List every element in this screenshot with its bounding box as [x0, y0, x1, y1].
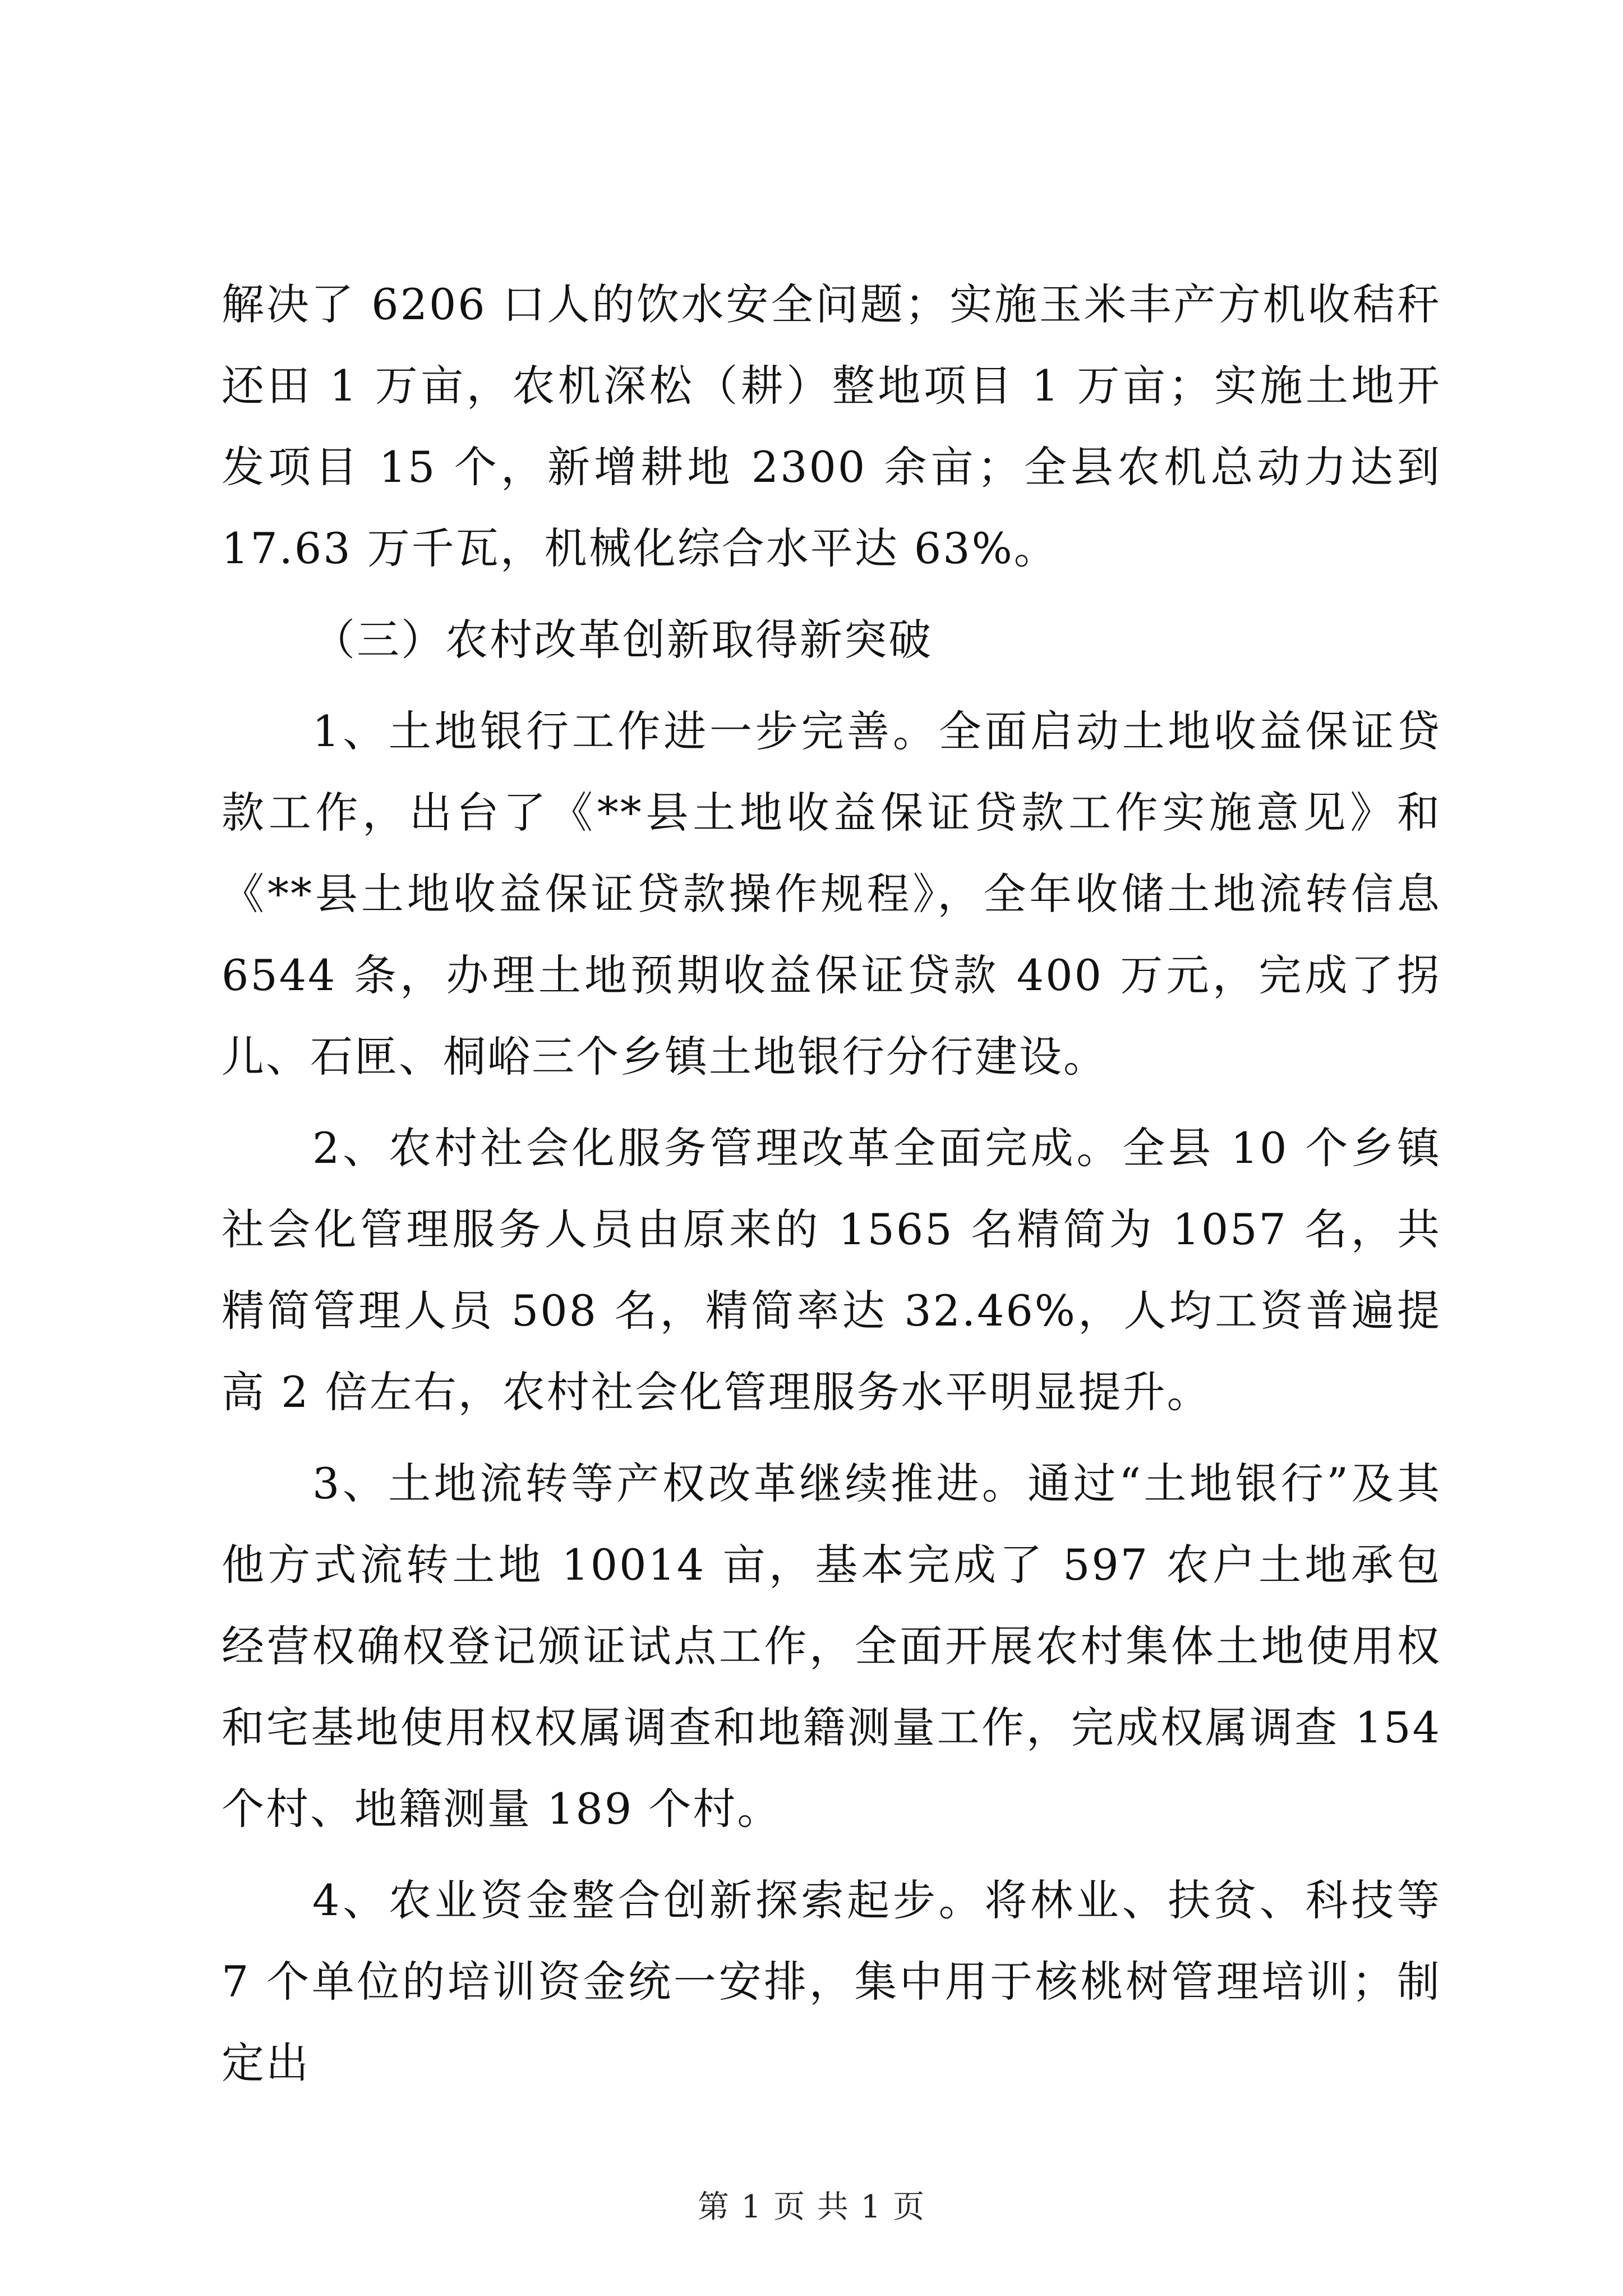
- document-body: [222, 264, 1441, 2114]
- paragraph-item-1: 1、土地银行工作进一步完善。全面启动土地收益保证贷款工作，出台了《**县土地收益保证贷款工作实施意见》和《**县土地收益保证贷款操作规程》，全年收储土地流转信息 6544 条，办理土地预期收益保证贷款 400 万元，完成了拐儿、石匣、桐峪三个乡镇土地银行分行建设。: [222, 706, 1441, 1082]
- paragraph-item-3: 3、土地流转等产权改革继续推进。通过“土地银行”及其他方式流转土地 10014 亩，基本完成了 597 农户土地承包经营权确权登记颁证试点工作，全面开展农村集体土地使用权和宅基地使用权权属调查和地籍测量工作，完成权属调查 154 个村、地籍测量 189 个村。: [222, 1458, 1441, 1834]
- paragraph-continued: 解决了 6206 口人的饮水安全问题；实施玉米丰产方机收秸秆还田 1 万亩，农机深松（耕）整地项目 1 万亩；实施土地开发项目 15 个，新增耕地 2300 余亩；全县农机总动力达到 17.63 万千瓦，机械化综合水平达 63%。: [222, 279, 1441, 573]
- paragraph-item-4: 4、农业资金整合创新探索起步。将林业、扶贫、科技等 7 个单位的培训资金统一安排，集中用于核桃树管理培训；制定出: [222, 1875, 1441, 2088]
- section-heading: （三）农村改革创新取得新突破: [312, 615, 933, 665]
- paragraph-item-2: 2、农村社会化服务管理改革全面完成。全县 10 个乡镇社会化管理服务人员由原来的 1565 名精简为 1057 名，共精简管理人员 508 名，精简率达 32.46%，人均工资普遍提高 2 倍左右，农村社会化管理服务水平明显提升。: [222, 1123, 1441, 1417]
- page-footer: 第 1 页 共 1 页: [697, 2189, 926, 2225]
